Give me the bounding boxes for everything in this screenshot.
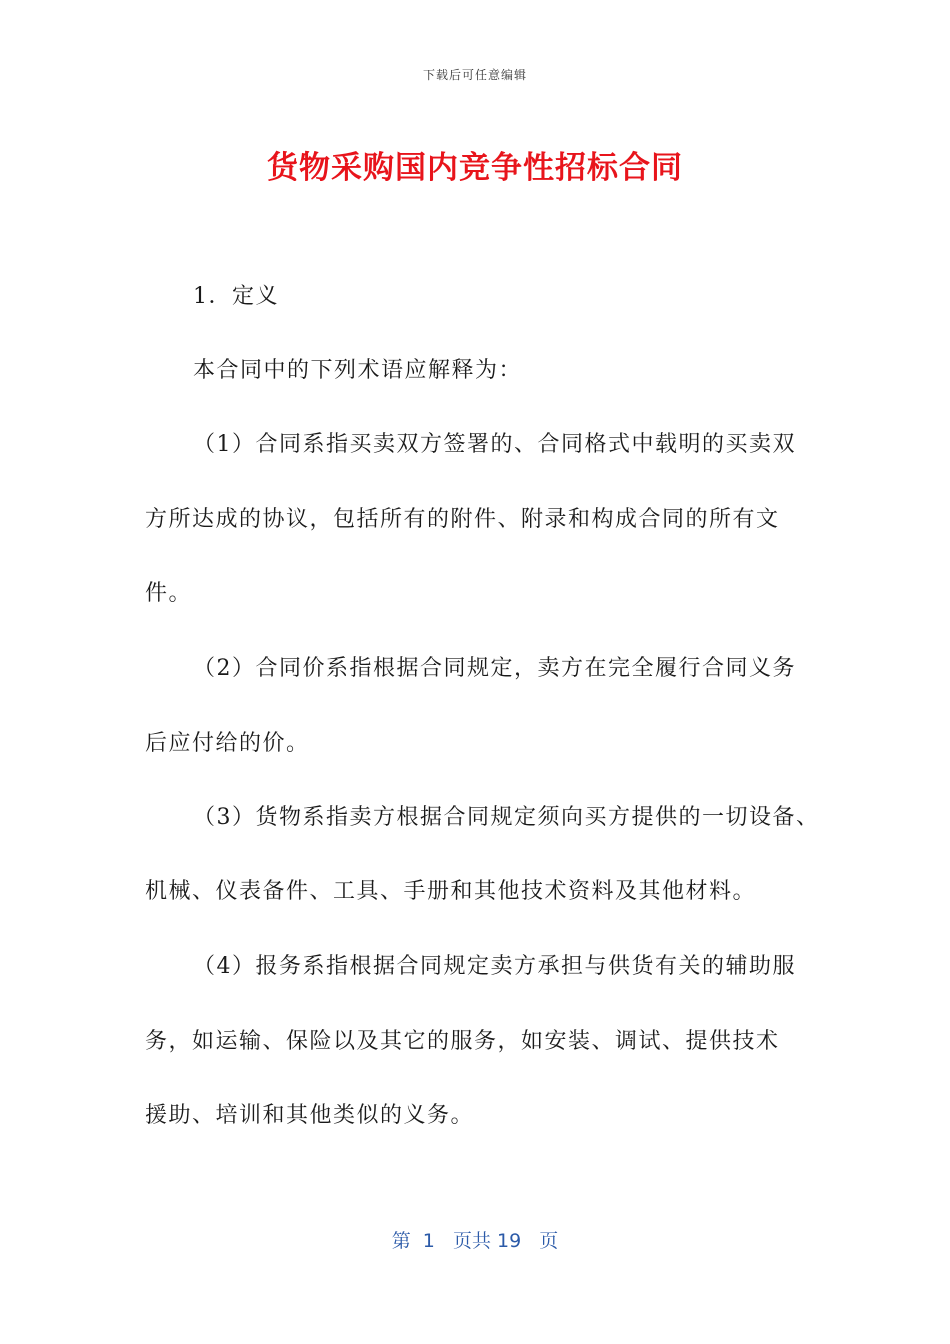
item-1-line-2: 方所达成的协议，包括所有的附件、附录和构成合同的所有文 — [145, 507, 780, 532]
item-2-line-2: 后应付给的价。 — [145, 731, 310, 756]
document-title: 货物采购国内竞争性招标合同 — [267, 150, 683, 186]
item-4-line-1: （4）报务系指根据合同规定卖方承担与供货有关的辅助服 — [193, 954, 796, 979]
item-3-line-1: （3）货物系指卖方根据合同规定须向买方提供的一切设备、 — [193, 805, 820, 830]
item-2-line-1: （2）合同价系指根据合同规定，卖方在完全履行合同义务 — [193, 656, 796, 681]
item-3-line-2: 机械、仪表备件、工具、手册和其他技术资料及其他材料。 — [145, 879, 757, 904]
item-1-line-3: 件。 — [145, 581, 193, 606]
item-4-line-3: 援助、培训和其他类似的义务。 — [145, 1103, 475, 1128]
section-heading: 1．定义 — [193, 284, 279, 309]
item-1-line-1: （1）合同系指买卖双方签署的、合同格式中载明的买卖双 — [193, 432, 796, 457]
header-note: 下载后可任意编辑 — [422, 68, 527, 82]
page-number-footer: 第 1 页共 19 页 — [391, 1230, 559, 1252]
item-4-line-2: 务，如运输、保险以及其它的服务，如安装、调试、提供技术 — [145, 1029, 780, 1054]
intro-paragraph: 本合同中的下列术语应解释为： — [193, 358, 523, 383]
